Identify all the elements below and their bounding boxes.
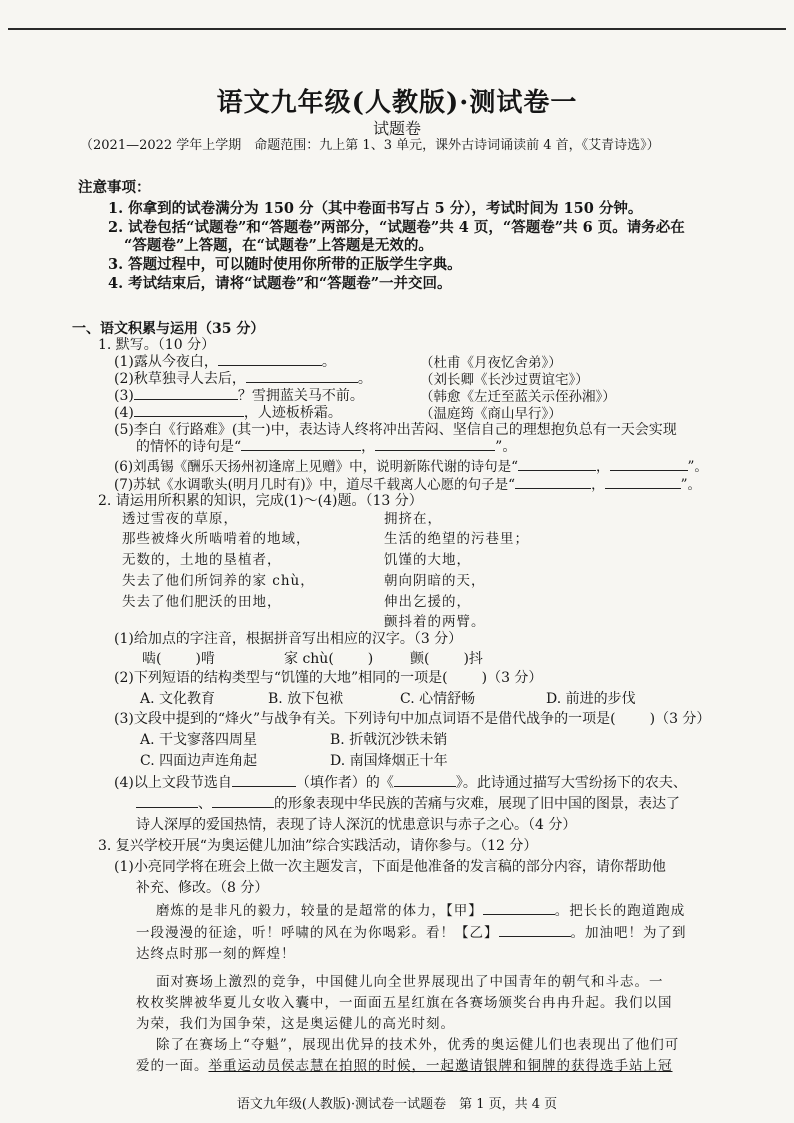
poem-line: 那些被烽火所啮啃着的地域， <box>122 531 311 547</box>
subquestion-3-1: (1)小亮同学将在班会上做一次主题发言，下面是他准备的发言稿的部分内容，请你帮助他 <box>114 859 666 875</box>
answer-blank[interactable] <box>212 793 274 808</box>
option: A. 干戈寥落四周星 <box>140 732 258 748</box>
answer-blank[interactable] <box>610 456 688 471</box>
speech-line: 面对赛场上激烈的竞争，中国健儿向全世界展现出了中国青年的朝气和斗志。一 <box>156 974 664 990</box>
pinyin-answer-row: 家 chù( ) <box>284 651 374 667</box>
answer-blank[interactable] <box>499 922 571 937</box>
dictation-source: （温庭筠《商山早行》） <box>420 406 562 422</box>
dictation-line-5: (5)李白《行路难》(其一)中，表达诗人终将冲出苦闷、坚信自己的理想抱负总有一天会实现 <box>114 422 677 438</box>
dictation-line-2: (2)秋草独寻人去后， 。 <box>114 368 372 388</box>
answer-blank[interactable] <box>241 436 361 451</box>
poem-line: 伸出乞援的， <box>384 594 471 610</box>
answer-blank[interactable] <box>232 772 296 787</box>
answer-blank[interactable] <box>483 900 555 915</box>
dictation-line-5-cont: 的情怀的诗句是“ ， ”。 <box>136 436 516 456</box>
answer-blank[interactable] <box>136 793 198 808</box>
poem-line: 颤抖着的两臂。 <box>384 614 486 630</box>
pinyin-answer-row: 颤( )抖 <box>410 651 483 667</box>
speech-line: 枚枚奖牌被华夏儿女收入囊中，一面面五星红旗在各赛场颁奖台冉冉升起。我们以国 <box>136 995 673 1011</box>
poem-line: 朝向阴暗的天， <box>384 573 486 589</box>
notice-item: 3. 答题过程中，可以随时使用你所带的正版学生字典。 <box>108 256 462 273</box>
poem-line: 透过雪夜的草原， <box>122 511 238 527</box>
exam-scope: （2021—2022 学年上学期 命题范围：九上第 1、3 单元，课外古诗词诵读前 4 首，《艾青诗选》） <box>80 138 660 153</box>
subquestion-2-3: (3)文段中提到的“烽火”与战争有关。下列诗句中加点词语不是借代战争的一项是( )（3 分） <box>114 711 711 727</box>
poem-line: 饥馑的大地， <box>384 552 471 568</box>
speech-line: 磨炼的是非凡的毅力，较量的是超常的体力，【甲】 。把长长的跑道跑成 <box>156 899 685 919</box>
speech-line: 一段漫漫的征途，听！呼啸的风在为你喝彩。看！【乙】 。加油吧！为了到 <box>136 921 687 941</box>
option: B. 放下包袱 <box>268 691 344 707</box>
speech-line: 除了在赛场上“夺魁”，展现出优异的技术外，优秀的奥运健儿们也表现出了他们可 <box>156 1037 680 1053</box>
option: D. 前进的步伐 <box>546 691 636 707</box>
answer-blank[interactable] <box>134 402 244 417</box>
answer-blank[interactable] <box>134 385 238 400</box>
question-1-heading: 1. 默写。（10 分） <box>98 337 216 353</box>
speech-line: 爱的一面。举重运动员侯志慧在拍照的时候，一起邀请银牌和铜牌的获得选手站上冠 <box>136 1058 673 1074</box>
dictation-line-4: (4) ，人迹板桥霜。 <box>114 402 342 422</box>
dictation-source: （杜甫《月夜忆舍弟》） <box>420 355 562 371</box>
poem-line: 失去了他们所饲养的家 chù， <box>122 573 315 589</box>
speech-line: 达终点时那一刻的辉煌！ <box>136 946 296 962</box>
subquestion-2-4: (4)以上文段节选自 （填作者）的《 》。此诗通过描写大雪纷扬下的农夫、 <box>114 772 687 792</box>
option: D. 南国烽烟正十年 <box>330 753 448 769</box>
option: C. 四面边声连角起 <box>140 753 258 769</box>
notice-item: 2. 试卷包括“试题卷”和“答题卷”两部分，“试题卷”共 4 页，“答题卷”共 6 页。请务必在 <box>108 219 685 236</box>
speech-line: 为荣，我们为国争荣，这是奥运健儿的高光时刻。 <box>136 1016 455 1032</box>
poem-line: 拥挤在， <box>384 511 442 527</box>
option: C. 心情舒畅 <box>400 691 476 707</box>
dictation-line-3: (3) ？雪拥蓝关马不前。 <box>114 385 364 405</box>
question-2-heading: 2. 请运用所积累的知识，完成(1)～(4)题。（13 分） <box>98 493 423 509</box>
poem-line: 失去了他们肥沃的田地， <box>122 594 282 610</box>
underlined-sentence: 举重运动员侯志慧在拍照的时候，一起邀请银牌和铜牌的获得选手站上冠 <box>208 1058 673 1074</box>
section-heading: 一、语文积累与运用（35 分） <box>72 321 265 337</box>
dictation-line-7: (7)苏轼《水调歌头(明月几时有)》中，道尽千载离人心愿的句子是“ ， ”。 <box>114 473 701 493</box>
exam-title: 语文九年级(人教版)·测试卷一 <box>216 88 578 118</box>
option: B. 折戟沉沙铁未销 <box>330 732 448 748</box>
exam-subtitle: 试题卷 <box>372 119 421 138</box>
notice-item: 4. 考试结束后，请将“试题卷”和“答题卷”一并交回。 <box>108 275 452 292</box>
question-3-heading: 3. 复兴学校开展“为奥运健儿加油”综合实践活动，请你参与。（12 分） <box>98 838 538 854</box>
subquestion-2-1: (1)给加点的字注音，根据拼音写出相应的汉字。（3 分） <box>114 631 463 647</box>
page-footer: 语文九年级(人教版)·测试卷一试题卷 第 1 页，共 4 页 <box>236 1097 558 1112</box>
option: A. 文化教育 <box>140 691 216 707</box>
answer-blank[interactable] <box>394 772 456 787</box>
dictation-source: （韩愈《左迁至蓝关示侄孙湘》） <box>420 389 616 405</box>
poem-line: 无数的，土地的垦植者， <box>122 552 282 568</box>
dictation-line-6: (6)刘禹锡《酬乐天扬州初逢席上见赠》中，说明新陈代谢的诗句是“ ， ”。 <box>114 455 708 475</box>
answer-blank[interactable] <box>518 456 596 471</box>
notice-item: 1. 你拿到的试卷满分为 150 分（其中卷面书写占 5 分），考试时间为 150 分钟。 <box>108 200 643 217</box>
answer-blank[interactable] <box>246 368 358 383</box>
top-border-line <box>8 28 786 30</box>
answer-blank[interactable] <box>515 474 591 489</box>
notice-heading: 注意事项： <box>78 179 151 196</box>
poem-line: 生活的绝望的污巷里； <box>384 531 529 547</box>
answer-blank[interactable] <box>375 436 495 451</box>
answer-blank[interactable] <box>605 474 681 489</box>
notice-item: “答题卷”上答题，在“试题卷”上答题是无效的。 <box>124 237 433 254</box>
dictation-source: （刘长卿《长沙过贾谊宅》） <box>420 372 589 388</box>
subquestion-2-2: (2)下列短语的结构类型与“饥馑的大地”相同的一项是( )（3 分） <box>114 670 543 686</box>
answer-blank[interactable] <box>218 351 322 366</box>
subquestion-3-1-cont: 补充、修改。（8 分） <box>136 880 269 896</box>
pinyin-answer-row: 啮( )啃 <box>142 651 215 667</box>
subquestion-2-4-cont: 、 的形象表现中华民族的苦痛与灾难，展现了旧中国的图景，表达了 <box>136 793 680 813</box>
subquestion-2-4-cont: 诗人深厚的爱国热情，表现了诗人深沉的忧患意识与赤子之心。（4 分） <box>136 817 577 833</box>
dictation-line-1: (1)露从今夜白， 。 <box>114 351 336 371</box>
